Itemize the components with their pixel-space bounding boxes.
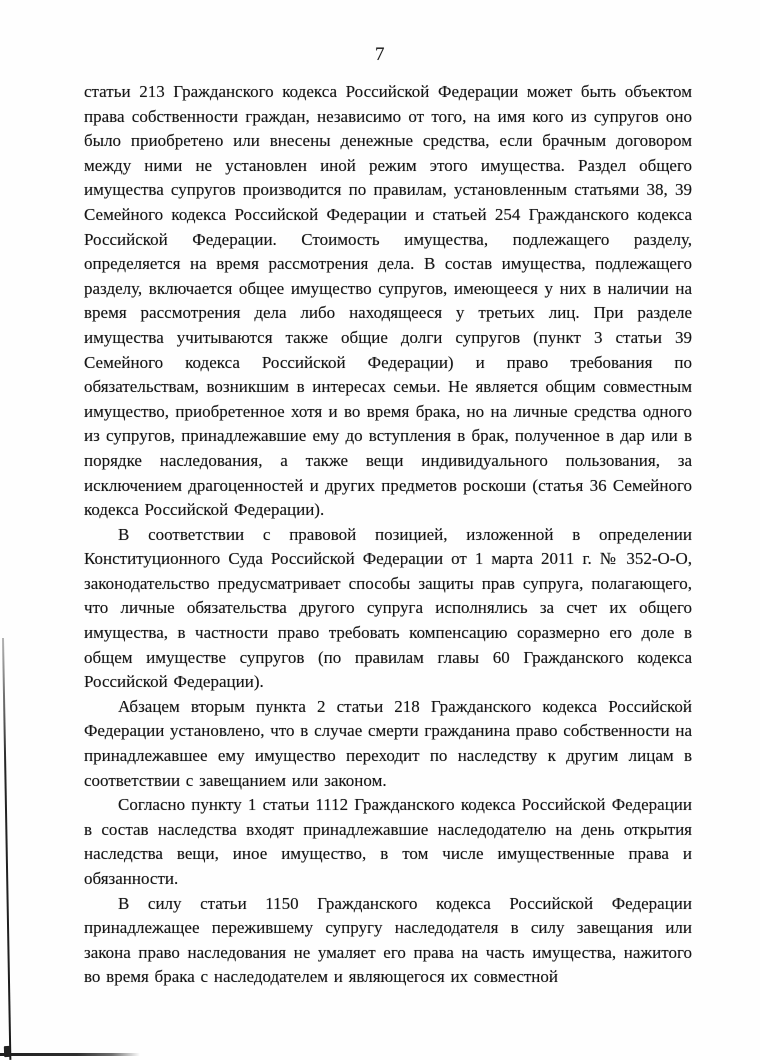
paragraph: Абзацем вторым пункта 2 статьи 218 Гражданского кодекса Российской Федерации установлено, что в случае смерти гражданина право собственности на принадлежавшее ему имущество переходит по наследству к другим лицам в соответствии с завещанием или законом.	[84, 696, 692, 790]
paragraph: В силу статьи 1150 Гражданского кодекса Российской Федерации принадлежащее пережившему супругу наследодателя в силу завещания или закона право наследования не умаляет его права на часть имущества, нажитого во время брака с наследодателем и являющегося их совместной	[84, 893, 692, 987]
document-body	[84, 80, 692, 990]
scan-artifact-bottom-edge-line	[0, 1053, 140, 1056]
paragraph: В соответствии с правовой позицией, изложенной в определении Конституционного Суда Российской Федерации от 1 марта 2011 г. № 352-О-О, законодательство предусматривает способы защиты прав супруга, полагающего, что личные обязательства другого супруга исполнялись за счет их общего имущества, в частности право требовать компенсацию соразмерно его доле в общем имуществе супругов (по правилам главы 60 Гражданского кодекса Российской Федерации).	[84, 524, 692, 692]
page-number: 7	[375, 44, 385, 65]
paragraph: статьи 213 Гражданского кодекса Российской Федерации может быть объектом права собственности граждан, независимо от того, на имя кого из супругов оно было приобретено или внесены денежные средства, если брачным договором между ними не установлен иной режим этого имущества. Раздел общего имущества супругов производится по правилам, установленным статьями 38, 39 Семейного кодекса Российской Федерации и статьей 254 Гражданского кодекса Российской Федерации. Стоимость имущества, подлежащего разделу, определяется на время рассмотрения дела. В состав имущества, подлежащего разделу, включается общее имущество супругов, имеющееся у них в наличии на время рассмотрения дела либо находящееся у третьих лиц. При разделе имущества учитываются также общие долги супругов (пункт 3 статьи 39 Семейного кодекса Российской Федерации) и право требования по обязательствам, возникшим в интересах семьи. Не является общим совместным имущество, приобретенное хотя и во время брака, но на личные средства одного из супругов, принадлежавшие ему до вступления в брак, полученное в дар или в порядке наследования, а также вещи индивидуального пользования, за исключением драгоценностей и других предметов роскоши (статья 36 Семейного кодекса Российской Федерации).	[84, 82, 692, 520]
paragraph: Согласно пункту 1 статьи 1112 Гражданского кодекса Российской Федерации в состав наследства входят принадлежавшие наследодателю на день открытия наследства вещи, иное имущество, в том числе имущественные права и обязанности.	[84, 795, 692, 888]
scan-artifact-left-edge-line	[2, 638, 11, 1060]
